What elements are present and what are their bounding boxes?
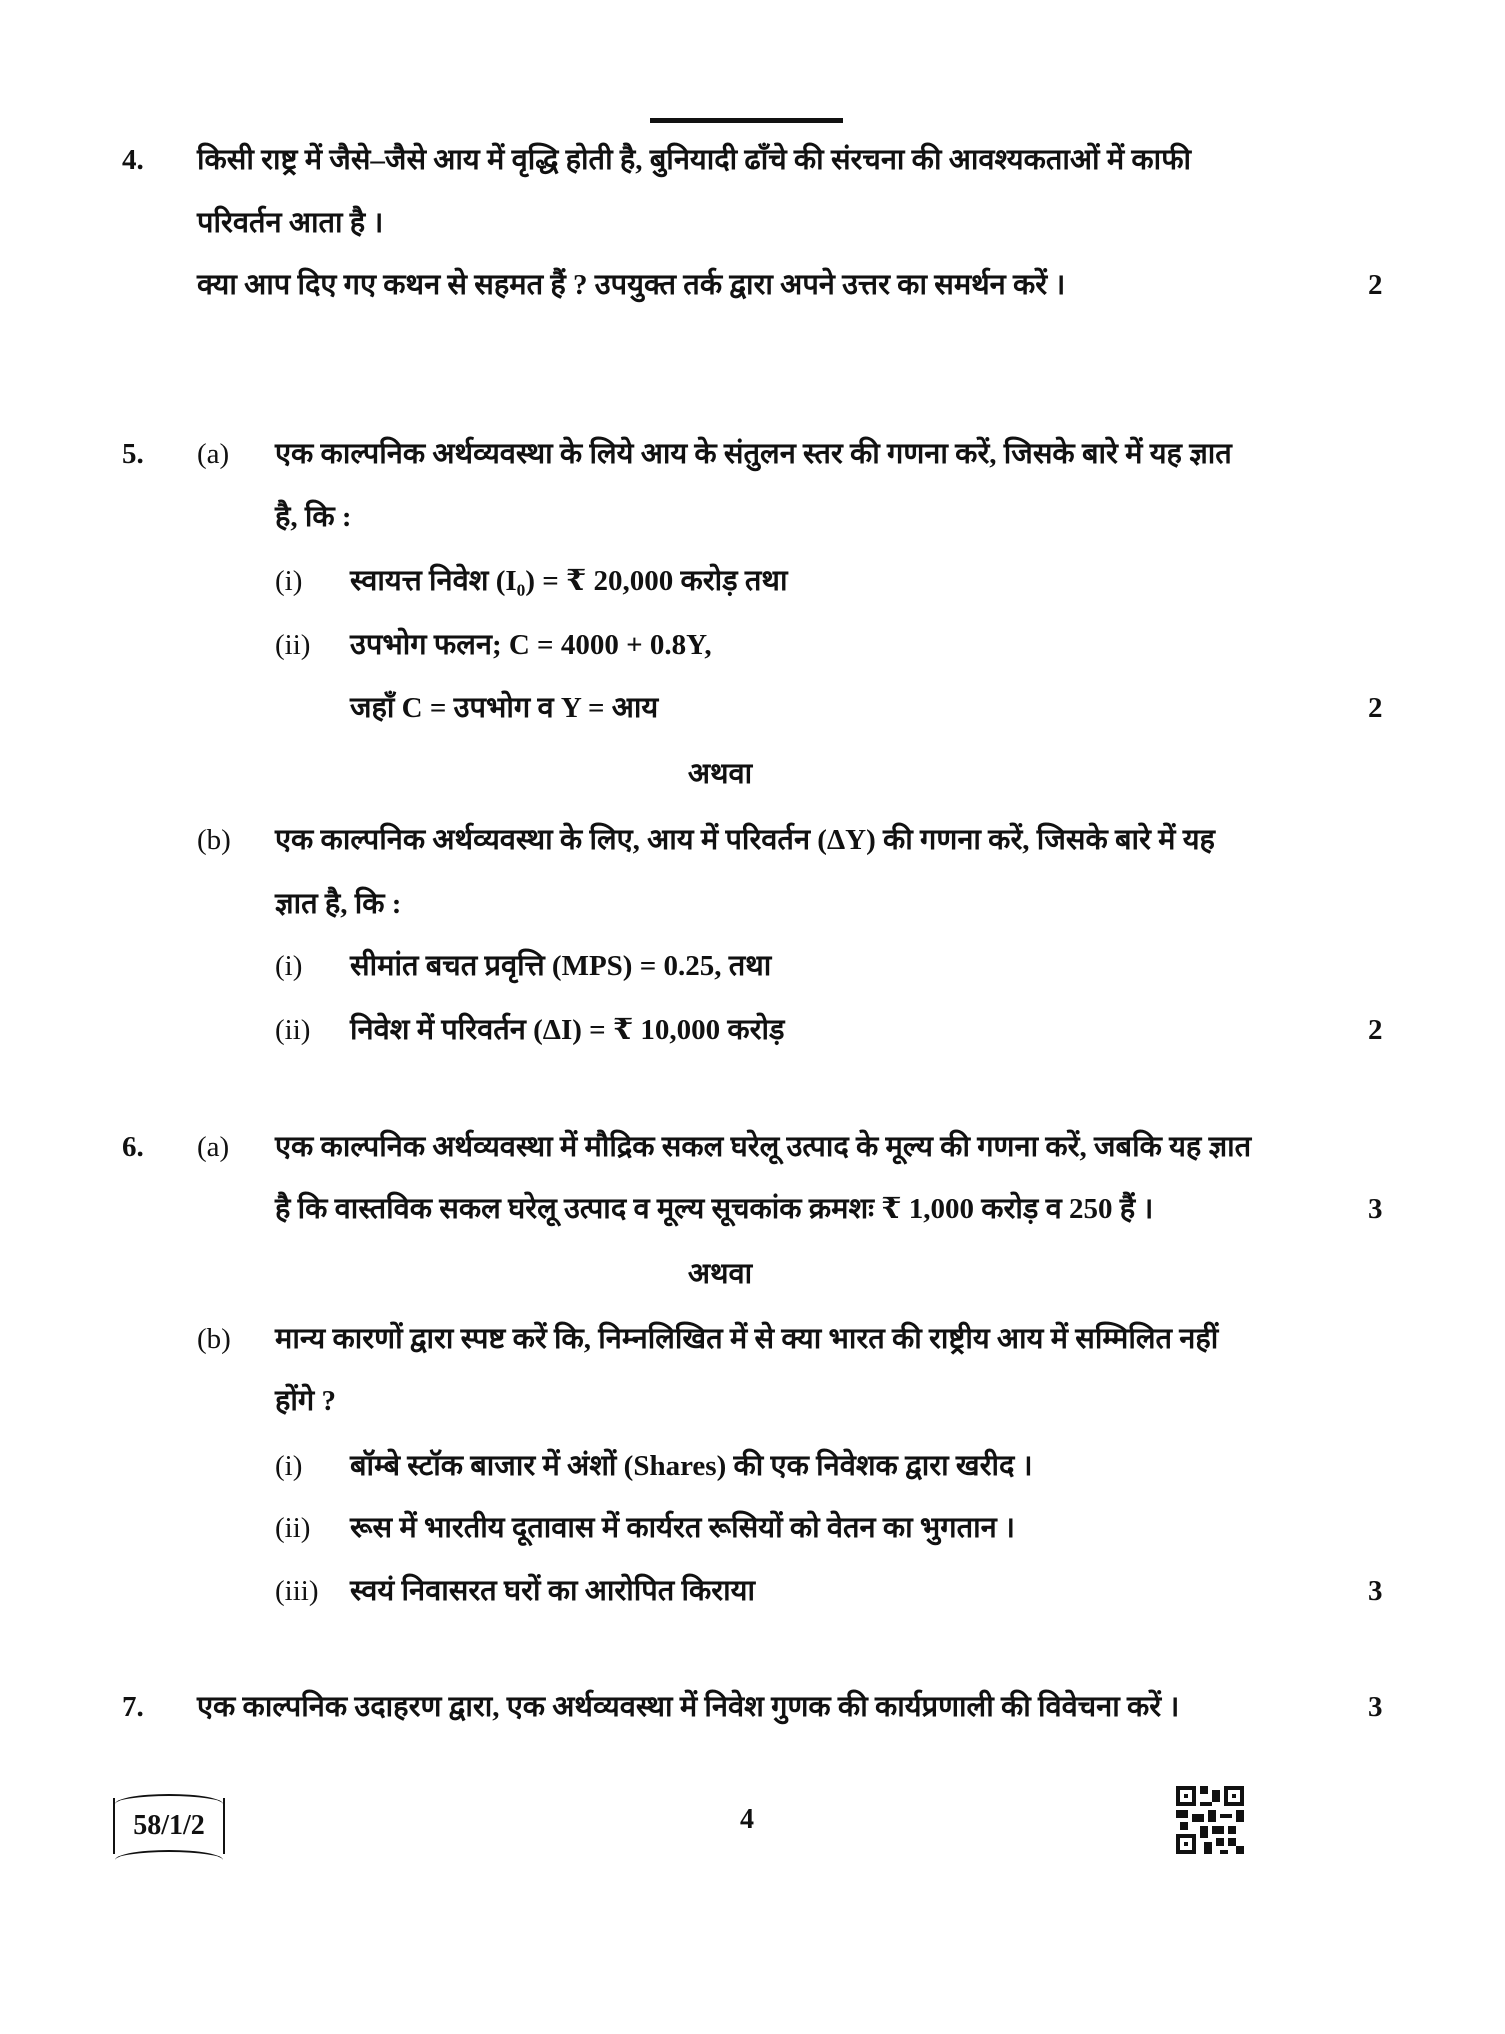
q6b-line1: मान्य कारणों द्वारा स्पष्ट करें कि, निम्नलिखित में से क्या भारत की राष्ट्रीय आय में सम्मिलित नहीं xyxy=(275,1323,1219,1355)
q5a-marks: 2 xyxy=(1368,692,1383,724)
q5b-line2: ज्ञात है, कि : xyxy=(275,888,402,920)
q6a-marks: 3 xyxy=(1368,1193,1383,1225)
q6-number: 6. xyxy=(122,1131,144,1163)
q4-line2: परिवर्तन आता है । xyxy=(197,207,384,239)
q5b-line1: एक काल्पनिक अर्थव्यवस्था के लिए, आय में परिवर्तन (ΔY) की गणना करें, जिसके बारे में यह xyxy=(275,824,1215,856)
qr-code-icon xyxy=(1176,1786,1244,1854)
q5a-line1: एक काल्पनिक अर्थव्यवस्था के लिये आय के संतुलन स्तर की गणना करें, जिसके बारे में यह ज्ञात xyxy=(275,438,1232,470)
q6b-item-label: (iii) xyxy=(275,1575,319,1607)
q5a-label: (a) xyxy=(197,438,230,470)
q7-number: 7. xyxy=(122,1691,144,1723)
q6a-line2: है कि वास्तविक सकल घरेलू उत्पाद व मूल्य सूचकांक क्रमशः ₹ 1,000 करोड़ व 250 हैं । xyxy=(275,1193,1154,1225)
q6b-line2: होंगे ? xyxy=(275,1385,336,1417)
q6b-label: (b) xyxy=(197,1323,231,1355)
paper-code: 58/1/2 xyxy=(113,1798,225,1854)
top-rule xyxy=(650,118,843,123)
q5b-item-text: सीमांत बचत प्रवृत्ति (MPS) = 0.25, तथा xyxy=(350,950,772,982)
q5a-where: जहाँ C = उपभोग व Y = आय xyxy=(350,692,659,724)
q5b-marks: 2 xyxy=(1368,1014,1383,1046)
q6b-item-label: (ii) xyxy=(275,1512,311,1544)
q4-line3: क्या आप दिए गए कथन से सहमत हैं ? उपयुक्त तर्क द्वारा अपने उत्तर का समर्थन करें । xyxy=(197,269,1066,301)
q5b-item-text: निवेश में परिवर्तन (ΔI) = ₹ 10,000 करोड़ xyxy=(350,1014,785,1046)
q6b-item-text: बॉम्बे स्टॉक बाजार में अंशों (Shares) की एक निवेशक द्वारा खरीद । xyxy=(350,1450,1033,1482)
q5a-item-label: (ii) xyxy=(275,629,311,661)
q5b-item-label: (ii) xyxy=(275,1014,311,1046)
q5b-item-label: (i) xyxy=(275,950,303,982)
q7-line1: एक काल्पनिक उदाहरण द्वारा, एक अर्थव्यवस्था में निवेश गुणक की कार्यप्रणाली की विवेचना करें । xyxy=(197,1691,1180,1723)
q5b-label: (b) xyxy=(197,824,231,856)
q5a-item-label: (i) xyxy=(275,565,303,597)
q6a-label: (a) xyxy=(197,1131,230,1163)
q6b-marks: 3 xyxy=(1368,1575,1383,1607)
q4-number: 4. xyxy=(122,144,144,176)
q5a-line2: है, कि : xyxy=(275,501,352,533)
q6b-item-text: रूस में भारतीय दूतावास में कार्यरत रूसियों को वेतन का भुगतान । xyxy=(350,1512,1016,1544)
q4-marks: 2 xyxy=(1368,269,1383,301)
q7-marks: 3 xyxy=(1368,1691,1383,1723)
page-number: 4 xyxy=(740,1804,754,1835)
q5-or: अथवा xyxy=(687,758,753,790)
q5-number: 5. xyxy=(122,438,144,470)
q5a-item-text: स्वायत्त निवेश (I₀) = ₹ 20,000 करोड़ तथा xyxy=(350,565,788,597)
q6-or: अथवा xyxy=(687,1258,753,1290)
q5a-item-text: उपभोग फलन; C = 4000 + 0.8Y, xyxy=(350,629,712,661)
q6b-item-label: (i) xyxy=(275,1450,303,1482)
q4-line1: किसी राष्ट्र में जैसे–जैसे आय में वृद्धि होती है, बुनियादी ढाँचे की संरचना की आवश्यकताओं में काफी xyxy=(197,144,1192,176)
q6a-line1: एक काल्पनिक अर्थव्यवस्था में मौद्रिक सकल घरेलू उत्पाद के मूल्य की गणना करें, जबकि यह ज्ञात xyxy=(275,1131,1252,1163)
q6b-item-text: स्वयं निवासरत घरों का आरोपित किराया xyxy=(350,1575,756,1607)
